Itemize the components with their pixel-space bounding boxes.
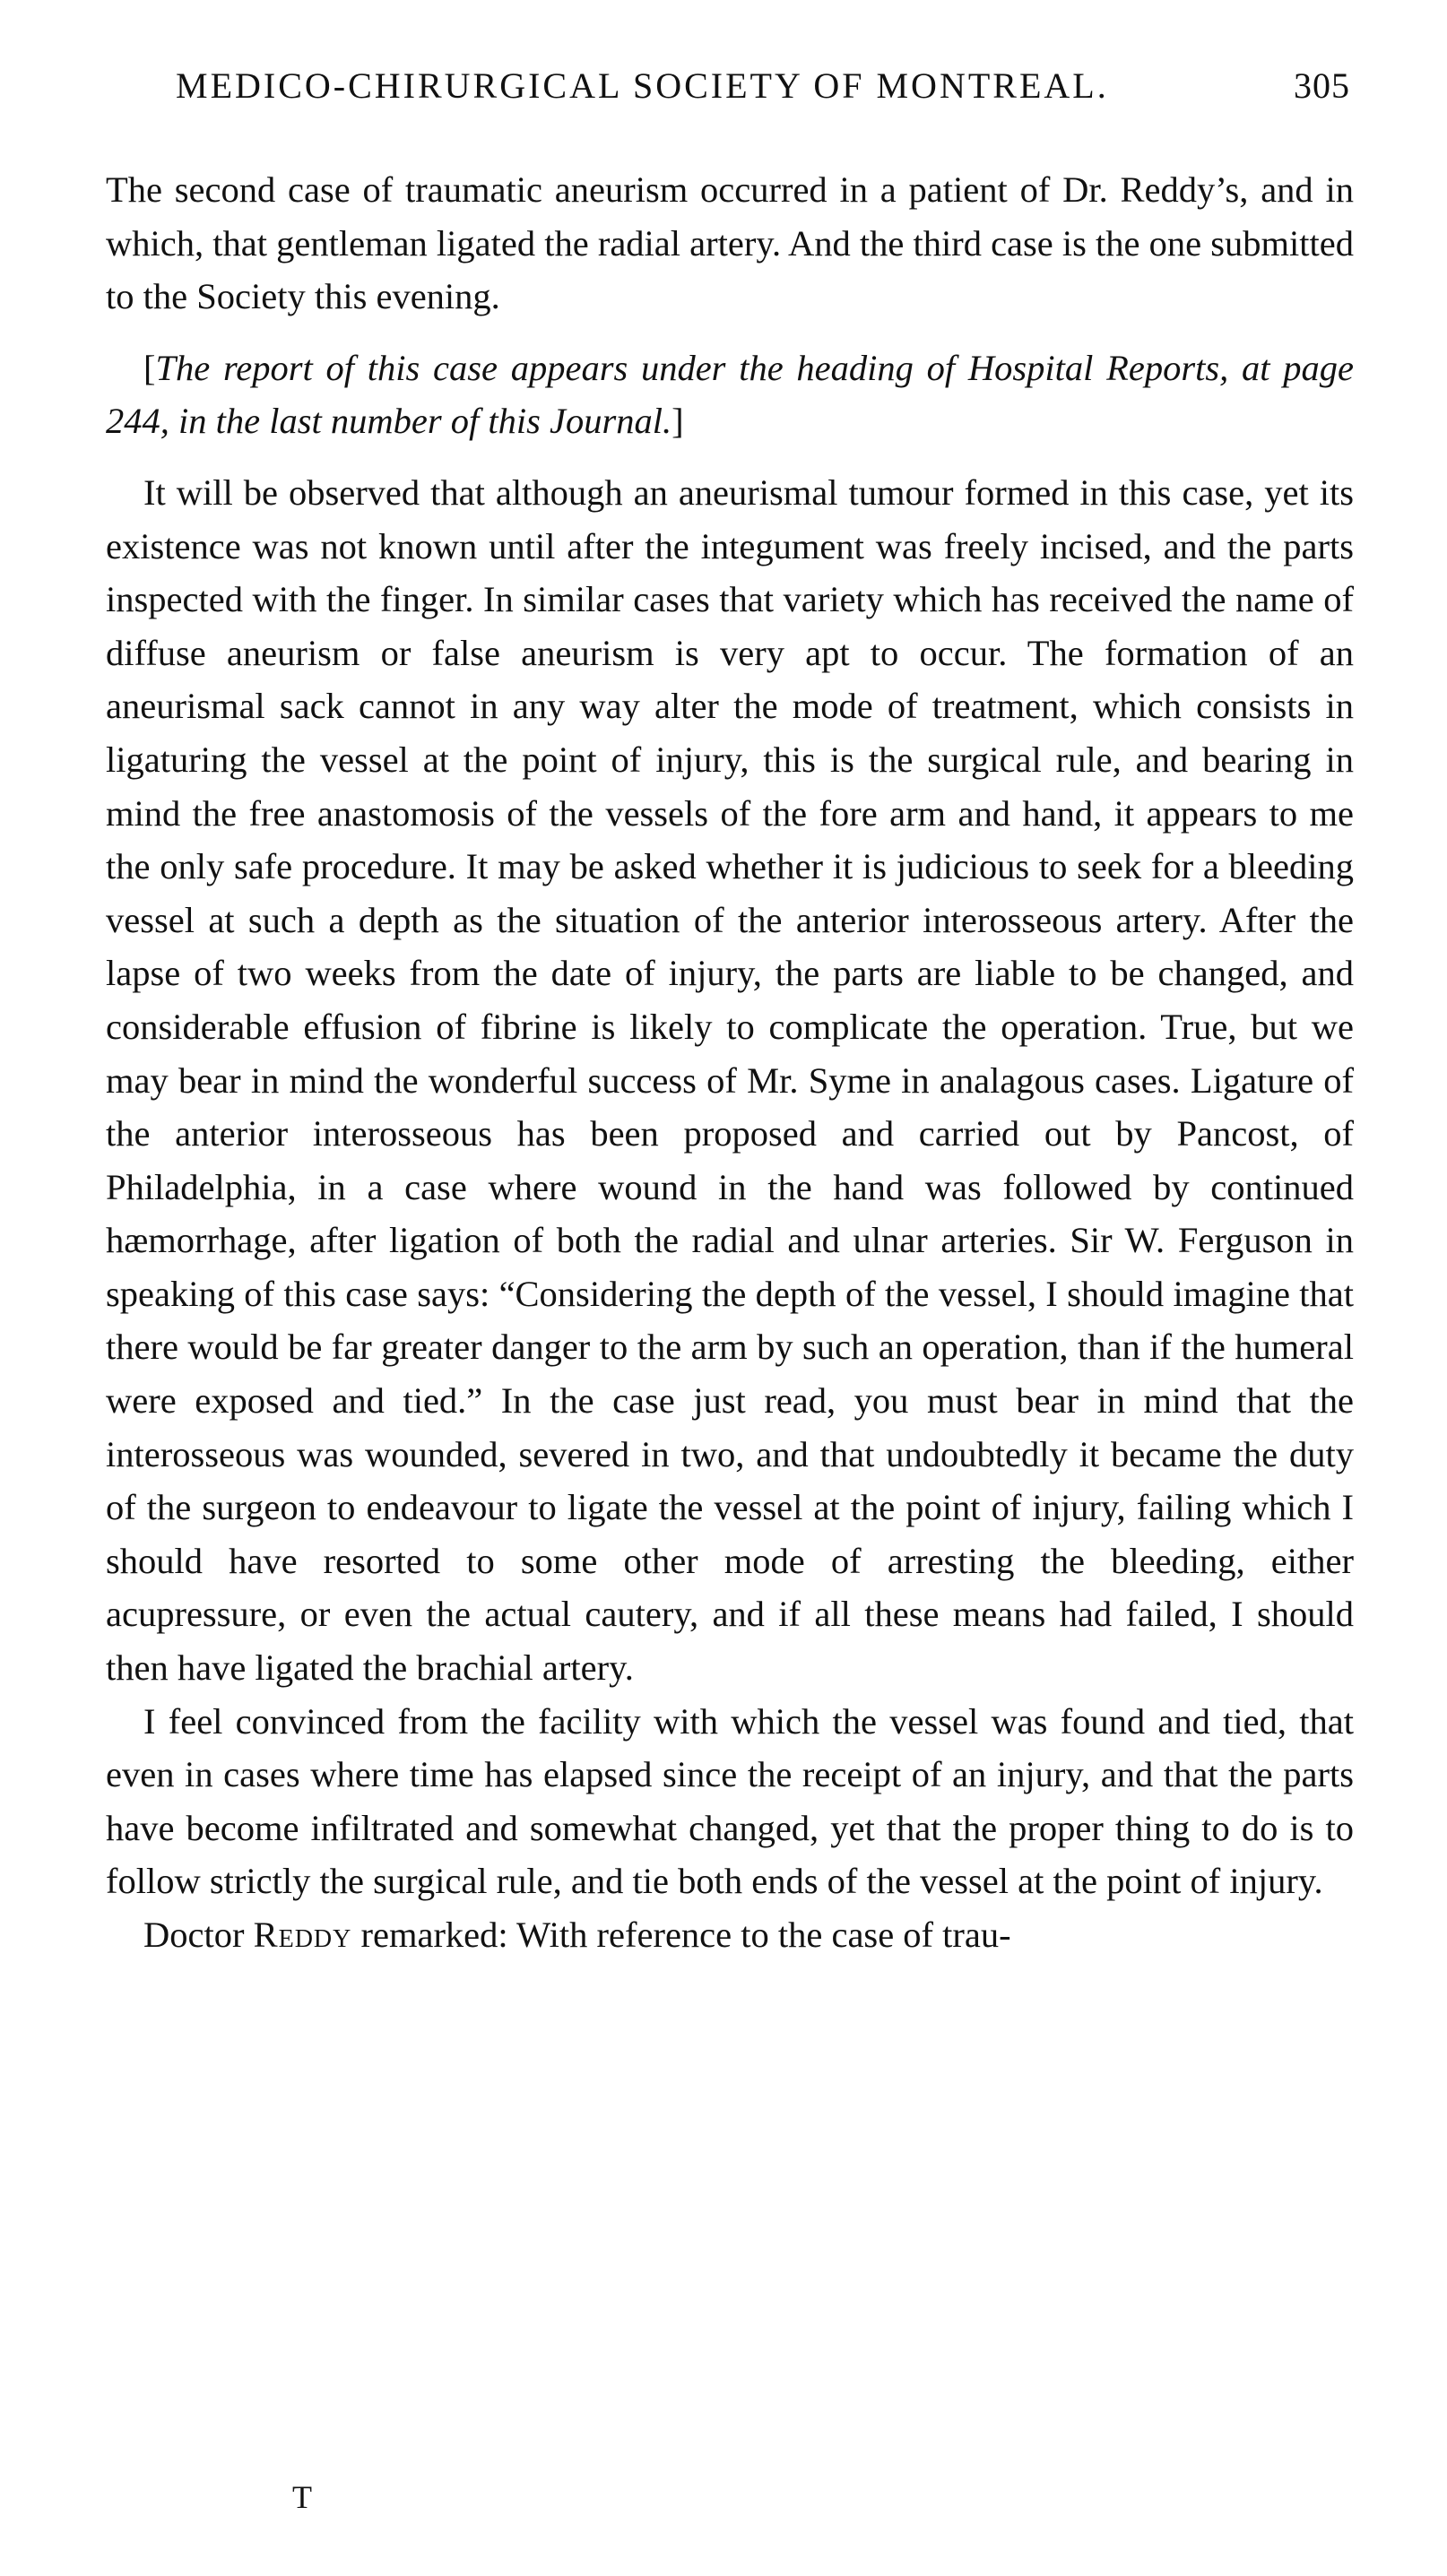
editor-note-text: The report of this case appears under the heading of Hospital Reports, at page 244, in the last number of this Journal. xyxy=(106,347,1354,442)
signature-mark: T xyxy=(292,2479,312,2515)
note-open-bracket: [ xyxy=(143,347,156,388)
speaker-name: Reddy xyxy=(253,1915,352,1955)
reddy-remark-lead: Doctor xyxy=(143,1915,254,1955)
reddy-remark-text: remarked: With reference to the case of trau- xyxy=(351,1915,1011,1955)
editor-note xyxy=(106,341,1354,448)
running-title: MEDICO-CHIRURGICAL SOCIETY OF MONTREAL. xyxy=(176,65,1109,106)
body-text xyxy=(106,163,1354,1962)
paragraph-observation: It will be observed that although an aneurismal tumour formed in this case, yet its existence was not known until after the integument was freely incised, and the parts inspected with the finger. In similar cases that variety which has received the name of diffuse aneurism or false aneurism is very apt to occur. The formation of an aneurismal sack cannot in any way alter the mode of treatment, which consists in ligaturing the vessel at the point of injury, this is the surgical rule, and bearing in mind the free anastomosis of the vessels of the fore arm and hand, it appears to me the only safe procedure. It may be asked whether it is judicious to seek for a bleeding vessel at such a depth as the situation of the anterior interosseous artery. After the lapse of two weeks from the date of injury, the parts are liable to be changed, and considerable effusion of fibrine is likely to complicate the operation. True, but we may bear in mind the wonderful success of Mr. Syme in analagous cases. Ligature of the anterior interosseous has been proposed and carried out by Pancost, of Philadelphia, in a case where wound in the hand was followed by continued hæmorrhage, after ligation of both the radial and ulnar arteries. Sir W. Ferguson in speaking of this case says: “Considering the depth of the vessel, I should imagine that there would be far greater danger to the arm by such an operation, than if the humeral were exposed and tied.” In the case just read, you must bear in mind that the interosseous was wounded, severed in two, and that undoubtedly it became the duty of the surgeon to endeavour to ligate the vessel at the point of injury, failing which I should have resorted to some other mode of arresting the bleeding, either acupressure, or even the actual cautery, and if all these means had failed, I should then have ligated the brachial artery. xyxy=(106,471,1354,1689)
paragraph-second-case: The second case of traumatic aneurism occurred in a patient of Dr. Reddy’s, and in which, that gentleman ligated the radial artery. And the third case is the one submitted to the Society this evening. xyxy=(106,169,1354,317)
paragraph-reddy-remark xyxy=(106,1908,1354,1962)
running-head xyxy=(106,59,1350,113)
note-close-bracket: ] xyxy=(672,401,684,442)
paragraph-conviction: I feel convinced from the facility with which the vessel was found and tied, that even in cases where time has elapsed since the receipt of an injury, and that the parts have become infiltrated and somewhat changed, yet that the proper thing to do is to follow strictly the surgical rule, and tie both ends of the vessel at the point of injury. xyxy=(106,1700,1354,1902)
page-number: 305 xyxy=(1294,65,1350,106)
